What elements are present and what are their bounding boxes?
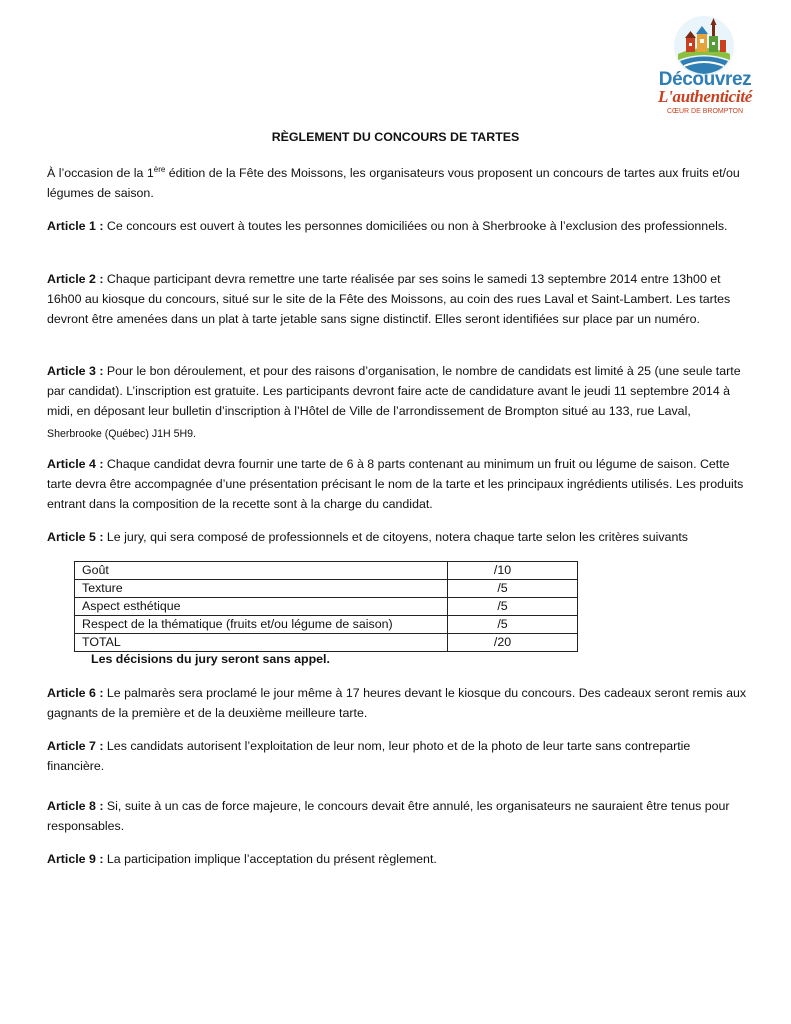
criteria-table [74, 561, 578, 652]
article-6-text: Le palmarès sera proclamé le jour même à 17 heures devant le kiosque du concours. Des cadeaux seront remis aux gagnants de la première et de la deuxième meilleure tarte. [47, 686, 747, 721]
article-3 [47, 361, 747, 444]
article-8 [47, 796, 747, 836]
criterion-name: Aspect esthétique [75, 598, 448, 616]
logo-subtitle: L'authenticité [657, 87, 753, 106]
article-5-text: Le jury, qui sera composé de professionnels et de citoyens, notera chaque tarte selon les critères suivants [103, 530, 688, 544]
jury-note: Les décisions du jury seront sans appel. [91, 652, 330, 666]
table-row [75, 598, 578, 616]
criterion-points: /5 [448, 616, 578, 634]
article-3-text: Pour le bon déroulement, et pour des raisons d’organisation, le nombre de candidats est limité à 25 (une seule tarte par candidat). L’inscription est gratuite. Les participants devront faire acte de candidature avant le jeudi 11 septembre 2014 à midi, en déposant leur bulletin d’inscription à l’Hôtel de Ville de l’arrondissement de Brompton situé au 133, rue Laval, [47, 364, 741, 419]
criterion-points: /20 [448, 634, 578, 652]
intro-text-start: À l’occasion de la 1 [47, 166, 154, 180]
article-1 [47, 216, 747, 236]
article-8-text: Si, suite à un cas de force majeure, le concours devait être annulé, les organisateurs ne sauraient être tenus pour responsables. [47, 799, 730, 834]
intro-text-end: édition de la Fête des Moissons, les organisateurs vous proposent un concours de tartes aux fruits et/ou légumes de saison. [47, 166, 740, 201]
criterion-name: Texture [75, 580, 448, 598]
article-2-text: Chaque participant devra remettre une tarte réalisée par ses soins le samedi 13 septembre 2014 entre 13h00 et 16h00 au kiosque du concours, situé sur le site de la Fête des Moissons, au coin des rues Laval et Saint-Lambert. Les tartes devront être amenées dans un plat à tarte jetable sans signe distinctif. Elles seront identifiées sur place par un numéro. [47, 272, 731, 327]
criterion-points: /10 [448, 562, 578, 580]
article-9 [47, 849, 747, 869]
document-title: RÈGLEMENT DU CONCOURS DE TARTES [271, 130, 520, 144]
article-7-label: Article 7 : [47, 739, 104, 753]
logo-title: Découvrez [658, 69, 752, 90]
article-3-address: Sherbrooke (Québec) J1H 5H9. [47, 427, 196, 440]
criterion-points: /5 [448, 580, 578, 598]
logo [650, 14, 760, 118]
article-4 [47, 454, 747, 515]
article-2-label: Article 2 : [47, 272, 104, 286]
article-1-text: Ce concours est ouvert à toutes les personnes domiciliées ou non à Sherbrooke à l’exclusion des professionnels. [103, 219, 728, 233]
article-8-label: Article 8 : [47, 799, 104, 813]
table-row [75, 616, 578, 634]
criterion-name: TOTAL [75, 634, 448, 652]
logo-tagline: CŒUR DE BROMPTON [666, 108, 744, 115]
table-row [75, 580, 578, 598]
intro-paragraph [47, 163, 747, 203]
article-1-label: Article 1 : [47, 219, 104, 233]
table-row [75, 562, 578, 580]
article-9-label: Article 9 : [47, 852, 104, 866]
criterion-name: Respect de la thématique (fruits et/ou légume de saison) [75, 616, 448, 634]
article-7-text: Les candidats autorisent l’exploitation de leur nom, leur photo et de la photo de leur tarte sans contrepartie financière. [47, 739, 691, 774]
article-5-label: Article 5 : [47, 530, 104, 544]
article-7 [47, 736, 747, 776]
article-9-text: La participation implique l’acceptation du présent règlement. [103, 852, 437, 866]
article-6-label: Article 6 : [47, 686, 104, 700]
criterion-name: Goût [75, 562, 448, 580]
article-4-text: Chaque candidat devra fournir une tarte de 6 à 8 parts contenant au minimum un fruit ou légume de saison. Cette tarte devra être accompagnée d’une présentation précisant le nom de la tarte et les principaux ingrédients utilisés. Les produits entrant dans la composition de la recette sont à la charge du candidat. [47, 457, 744, 512]
article-6 [47, 683, 747, 723]
article-4-label: Article 4 : [47, 457, 104, 471]
criterion-points: /5 [448, 598, 578, 616]
intro-superscript: ère [153, 165, 166, 174]
article-3-label: Article 3 : [47, 364, 104, 378]
table-row [75, 634, 578, 652]
article-5 [47, 527, 747, 547]
article-2 [47, 269, 747, 330]
